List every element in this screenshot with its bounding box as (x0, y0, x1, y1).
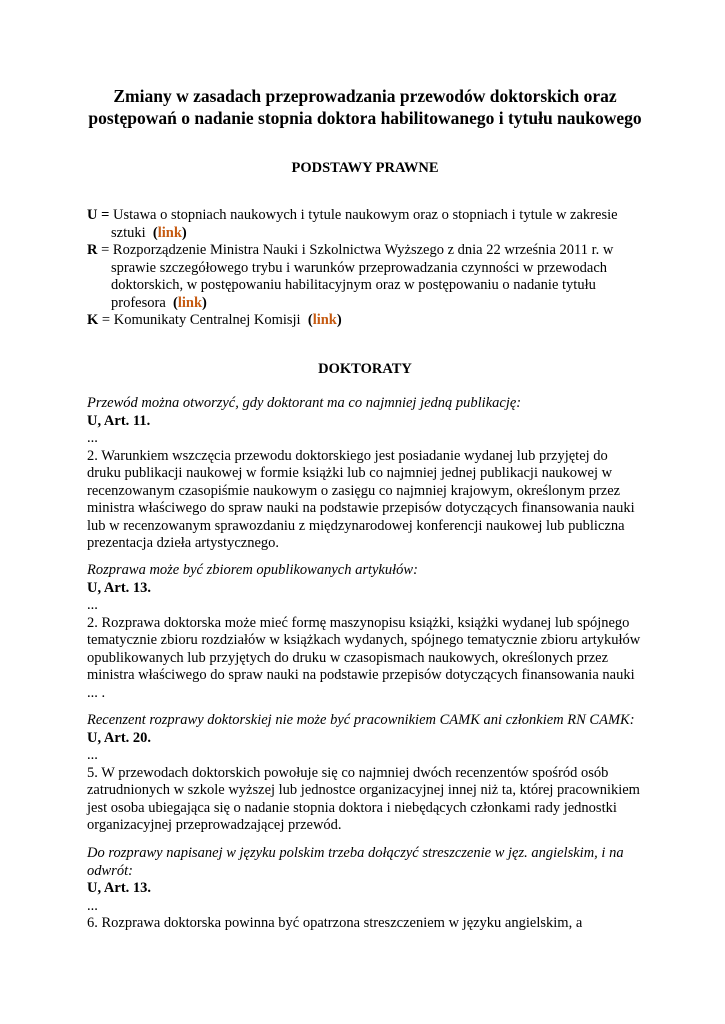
rule-reference: U, Art. 13. (87, 579, 152, 596)
legal-entry-u: U = Ustawa o stopniach naukowych i tytule naukowym oraz o stopniach i tytule w zakresie sztuki (link) (87, 207, 618, 241)
title-line-2: postępowań o nadanie stopnia doktora habilitowanego i tytułu naukowego (88, 108, 642, 128)
legal-text: Rozporządzenie Ministra Nauki i Szkolnictwa Wyższego z dnia 22 września 2011 r. w sprawie szczegółowego trybu i warunków przeprowadzania czynności w przewodach doktorskich, w postępowaniu habilitacyjnym oraz w postępowaniu o nadanie tytułu profesora (111, 242, 614, 311)
legal-basis-list (87, 207, 643, 330)
legal-key: K (87, 312, 99, 328)
rule-intro: Do rozprawy napisanej w języku polskim trzeba dołączyć streszczenie w jęz. angielskim, i na odwrót: (87, 845, 624, 879)
legal-sep: = (101, 242, 110, 258)
rule-intro: Przewód można otworzyć, gdy doktorant ma co najmniej jedną publikację: (87, 395, 522, 411)
page-title (87, 85, 643, 129)
legal-key: R (87, 242, 98, 258)
commission-link[interactable]: link (312, 312, 337, 328)
legal-key: U (87, 207, 98, 223)
rule-ellipsis: ... (87, 897, 98, 914)
rule-ellipsis: ... (87, 597, 98, 613)
rule-ellipsis: ... (87, 747, 98, 763)
rule-body: 2. Warunkiem wszczęcia przewodu doktorskiego jest posiadanie wydanej lub przyjętej do druku publikacji naukowej w formie książki lub co najmniej jednej publikacji naukowej w recenzowanym czasopiśmie naukowym o zasięgu co najmniej krajowym, określonym przez ministra właściwego do spraw nauki na podstawie przepisów dotyczących finansowania nauki lub w recenzowanym sprawozdaniu z międzynarodowej konferencji naukowej lub publiczna prezentacja dzieła artystycznego. (87, 447, 635, 551)
legal-basis-heading: PODSTAWY PRAWNE (291, 160, 439, 176)
doctorate-rule-1 (87, 395, 643, 553)
legal-text: Ustawa o stopniach naukowych i tytule naukowym oraz o stopniach i tytule w zakresie sztuki (111, 207, 618, 241)
rule-body: 6. Rozprawa doktorska powinna być opatrzona streszczeniem w języku angielskim, a (87, 915, 583, 931)
doctorate-rule-2 (87, 562, 643, 702)
legal-text: Komunikaty Centralnej Komisji (113, 312, 301, 328)
rule-reference: U, Art. 11. (87, 412, 151, 429)
rule-intro: Recenzent rozprawy doktorskiej nie może być pracownikiem CAMK ani członkiem RN CAMK: (87, 712, 635, 728)
legal-sep: = (101, 312, 111, 328)
rule-ellipsis: ... (87, 430, 98, 446)
rule-body: 5. W przewodach doktorskich powołuje się co najmniej dwóch recenzentów spośród osób zatrudnionych w szkole wyższej lub jednostce organizacyjnej innej niż ta, której pracownikiem jest osoba ubiegająca się o nadanie stopnia doktora i niebędących członkami rady jednostki organizacyjnej przeprowadzającej przewód. (87, 764, 640, 833)
act-link[interactable]: link (157, 224, 182, 241)
legal-entry-k: K = Komunikaty Centralnej Komisji (link) (87, 312, 342, 328)
rule-body: 2. Rozprawa doktorska może mieć formę maszynopisu książki, książki wydanej lub spójnego tematycznie zbioru rozdziałów w książkach wydanych, spójnego tematycznie zbioru artykułów opublikowanych lub przyjętych do druku w czasopismach naukowych, określonych przez ministra właściwego do spraw nauki na podstawie przepisów dotyczących finansowania nauki ... . (87, 614, 641, 701)
legal-sep: = (101, 207, 110, 223)
rule-reference: U, Art. 20. (87, 729, 152, 746)
legal-entry-r: R = Rozporządzenie Ministra Nauki i Szkolnictwa Wyższego z dnia 22 września 2011 r. w sprawie szczegółowego trybu i warunków przeprowadzania czynności w przewodach doktorskich, w postępowaniu habilitacyjnym oraz w postępowaniu o nadanie tytułu profesora (link) (87, 242, 614, 311)
title-line-1: Zmiany w zasadach przeprowadzania przewodów doktorskich oraz (113, 86, 617, 106)
doctorate-rule-4 (87, 845, 643, 933)
doctorate-rule-3 (87, 712, 643, 835)
rule-reference: U, Art. 13. (87, 880, 152, 896)
rule-intro: Rozprawa może być zbiorem opublikowanych artykułów: (87, 562, 418, 578)
doctorates-heading: DOKTORATY (318, 361, 412, 377)
regulation-link[interactable]: link (177, 294, 203, 311)
